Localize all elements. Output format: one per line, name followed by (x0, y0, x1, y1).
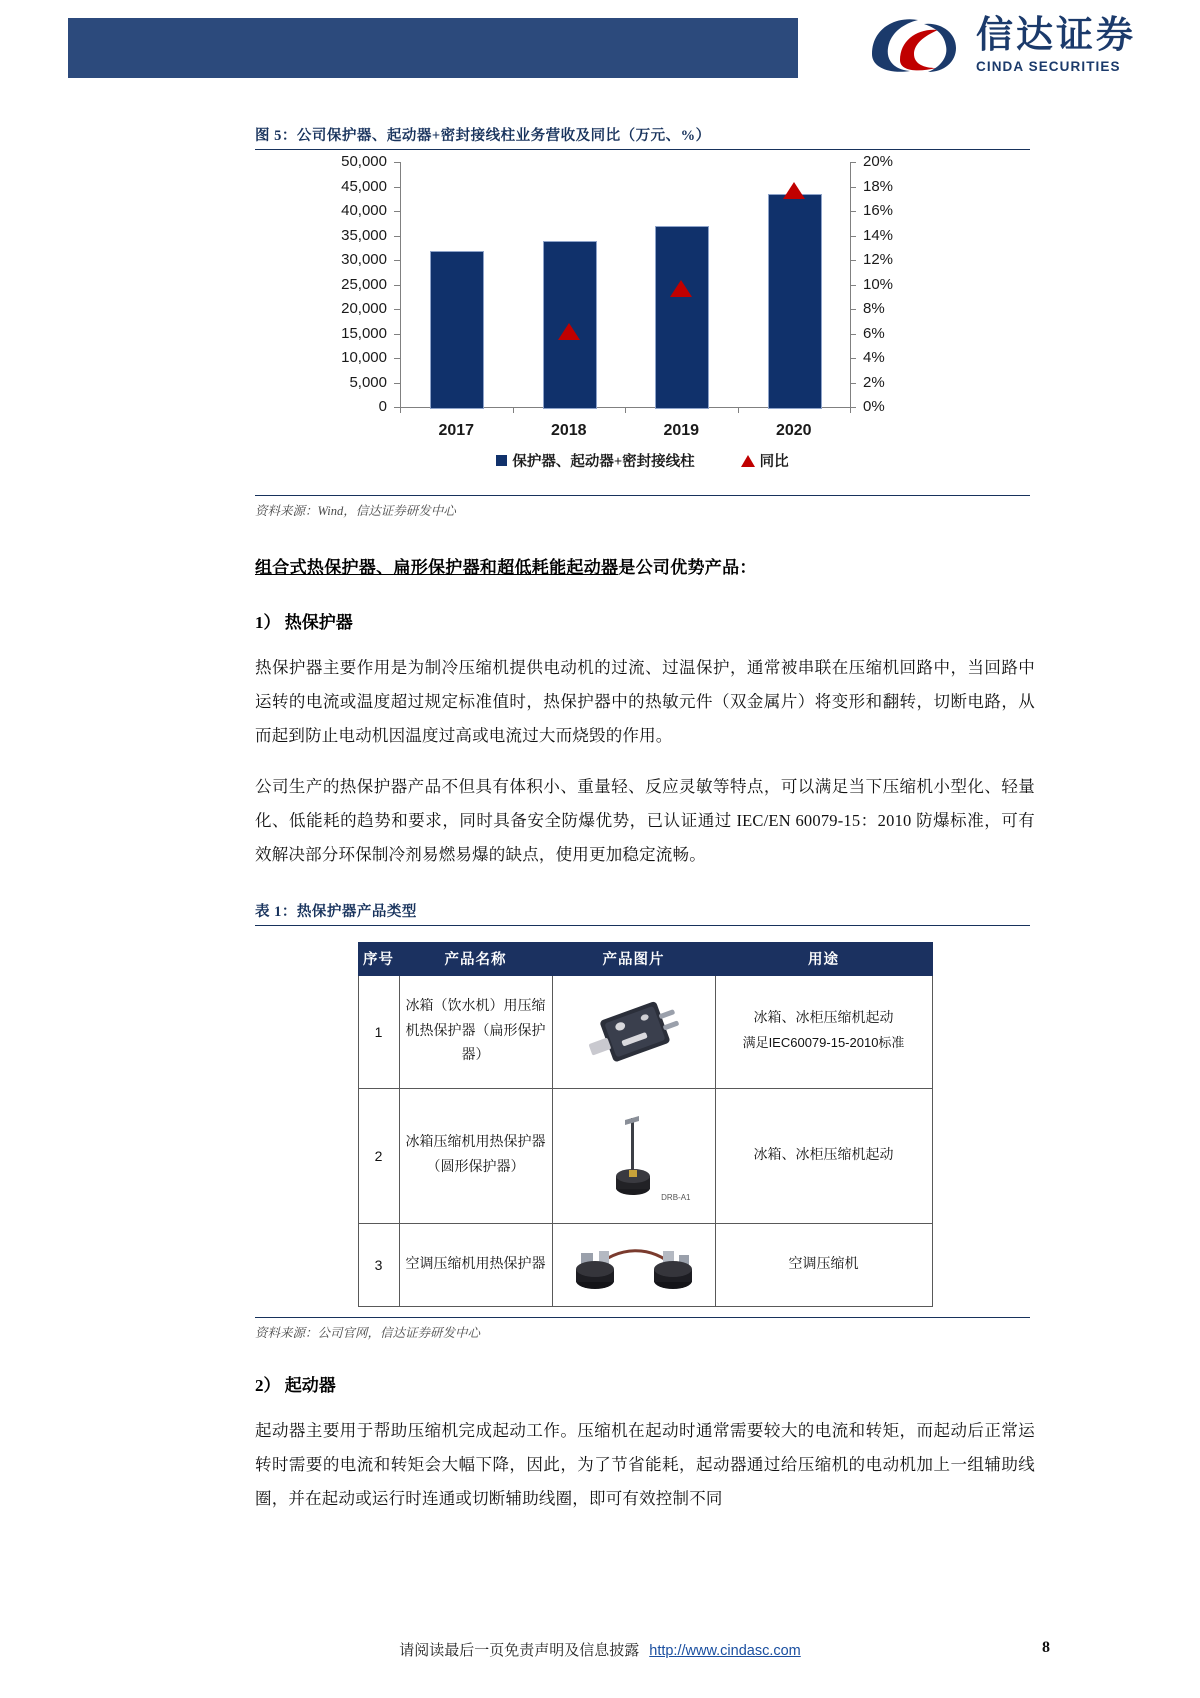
cell-product-name: 冰箱（饮水机）用压缩机热保护器（扁形保护器） (399, 975, 552, 1088)
right-axis-tick-label: 6% (863, 324, 885, 342)
table-row (358, 1223, 932, 1306)
table-1-caption: 表 1：热保护器产品类型 (255, 900, 1030, 926)
cell-usage (715, 1223, 932, 1306)
header-band (68, 18, 798, 78)
left-axis-tick (394, 383, 400, 384)
page-footer (0, 1639, 1200, 1660)
figure-5-source: 资料来源：Wind，信达证券研发中心 (255, 495, 1030, 519)
usage-line-1: 空调压缩机 (788, 1256, 859, 1272)
x-axis-tick (738, 407, 739, 413)
usage-line-1: 冰箱、冰柜压缩机起动 (753, 1011, 894, 1027)
x-axis-category-label: 2020 (775, 422, 812, 439)
right-axis-tick-label: 18% (863, 177, 894, 195)
left-axis-tick (394, 285, 400, 286)
company-logo (866, 14, 1136, 76)
legend-item-revenue (496, 450, 694, 471)
x-axis-tick (513, 407, 514, 413)
chart-legend (255, 450, 1030, 471)
column-header-index: 序号 (358, 942, 399, 975)
left-axis-tick-label: 10,000 (341, 349, 387, 366)
right-axis-tick-label: 0% (863, 398, 885, 415)
triangle-marker-icon (741, 455, 755, 467)
chart-bar (430, 251, 484, 409)
chart-yoy-marker (558, 323, 580, 340)
right-axis-tick (850, 162, 856, 163)
right-axis-tick-label: 8% (863, 300, 885, 317)
product-photo (559, 1232, 709, 1298)
right-axis-tick (850, 285, 856, 286)
chart-yoy-marker (670, 280, 692, 297)
column-header-usage: 用途 (715, 942, 932, 975)
cell-product-name: 空调压缩机用热保护器 (399, 1223, 552, 1306)
cell-index: 2 (358, 1088, 399, 1223)
section-1-paragraph-2: 公司生产的热保护器产品不但具有体积小、重量轻、反应灵敏等特点，可以满足当下压缩机小型化、轻量化、低能耗的趋势和要求，同时具备安全防爆优势，已认证通过 IEC/EN 60079-15：2010 防爆标准，可有效解决部分环保制冷剂易燃易爆的缺点，使用更加稳定流畅。 (255, 777, 1035, 865)
right-axis-tick-label: 16% (863, 202, 894, 219)
chart-bar (655, 226, 709, 409)
right-axis-tick-label: 4% (863, 349, 885, 366)
left-axis-tick-label: 35,000 (341, 226, 387, 244)
legend-item-yoy (741, 450, 789, 471)
chart-left-axis (400, 162, 401, 407)
advantage-heading-tail: 是公司优势产品： (618, 558, 757, 577)
cell-index: 1 (358, 975, 399, 1088)
advantage-heading (255, 553, 1035, 578)
cell-product-image (552, 1223, 715, 1306)
left-axis-tick-label: 20,000 (341, 300, 387, 317)
table-header-row (358, 942, 932, 975)
left-axis-tick-label: 25,000 (341, 275, 387, 293)
chart-bar (768, 194, 822, 409)
x-axis-category-label: 2019 (663, 422, 700, 439)
table-1-wrapper (255, 942, 1035, 1307)
figure-5-caption: 图 5：公司保护器、起动器+密封接线柱业务营收及同比（万元、%） (255, 124, 1030, 150)
legend-label-yoy: 同比 (759, 454, 789, 470)
table-1-block (255, 900, 1035, 1341)
left-axis-tick (394, 162, 400, 163)
section-1-heading: 1） 热保护器 (255, 613, 353, 632)
left-axis-tick-label: 50,000 (341, 153, 387, 170)
square-marker-icon (496, 455, 507, 466)
right-axis-tick-label: 12% (863, 251, 894, 268)
left-axis-tick-label: 45,000 (341, 177, 387, 195)
figure-5-block (255, 124, 1035, 519)
logo-company-name-cn: 信达证券 (976, 14, 1136, 56)
left-axis-tick (394, 260, 400, 261)
right-axis-tick-label: 20% (863, 153, 894, 170)
cinda-logo-icon (866, 14, 962, 76)
product-type-table (358, 942, 933, 1307)
right-axis-tick (850, 236, 856, 237)
left-axis-tick (394, 334, 400, 335)
column-header-name: 产品名称 (399, 942, 552, 975)
footer-disclaimer: 请阅读最后一页免责声明及信息披露 (399, 1643, 640, 1659)
product-photo (559, 1097, 709, 1215)
x-axis-category-label: 2018 (550, 422, 587, 439)
left-axis-tick-label: 40,000 (341, 202, 387, 219)
right-axis-tick (850, 358, 856, 359)
usage-line-2: 满足IEC60079-15-2010标准 (742, 1034, 905, 1050)
right-axis-tick-label: 2% (863, 373, 885, 391)
right-axis-tick-label: 10% (863, 275, 894, 293)
product-photo-label: DRB-A1 (661, 1192, 691, 1202)
left-axis-tick (394, 309, 400, 310)
right-axis-tick-label: 14% (863, 226, 894, 244)
table-body (358, 975, 932, 1306)
cell-usage (715, 975, 932, 1088)
right-axis-tick (850, 211, 856, 212)
chart-yoy-marker (783, 182, 805, 199)
left-axis-tick (394, 236, 400, 237)
usage-line-1: 冰箱、冰柜压缩机起动 (753, 1147, 894, 1163)
page-number: 8 (1042, 1639, 1050, 1656)
left-axis-tick-label: 0 (378, 398, 387, 415)
section-2-heading: 2） 起动器 (255, 1375, 336, 1395)
product-photo (559, 984, 709, 1080)
right-axis-tick (850, 187, 856, 188)
left-axis-tick-label: 30,000 (341, 251, 387, 268)
left-axis-tick (394, 211, 400, 212)
cell-product-image (552, 975, 715, 1088)
cell-usage (715, 1088, 932, 1223)
page-content (255, 110, 1035, 1515)
legend-label-revenue: 保护器、起动器+密封接线柱 (512, 454, 695, 470)
left-axis-tick-label: 15,000 (341, 324, 387, 342)
table-row (358, 975, 932, 1088)
cell-product-name: 冰箱压缩机用热保护器（圆形保护器） (399, 1088, 552, 1223)
x-axis-tick (400, 407, 401, 413)
x-axis-tick (850, 407, 851, 413)
advantage-heading-underlined: 组合式热保护器、扁形保护器和超低耗能起动器 (255, 558, 619, 577)
table-row (358, 1088, 932, 1223)
left-axis-tick (394, 187, 400, 188)
column-header-picture: 产品图片 (552, 942, 715, 975)
left-axis-tick-label: 5,000 (349, 373, 387, 391)
footer-website-link[interactable]: http://www.cindasc.com (649, 1643, 801, 1659)
cell-index: 3 (358, 1223, 399, 1306)
section-2-paragraph-1: 起动器主要用于帮助压缩机完成起动工作。压缩机在起动时通常需要较大的电流和转矩，而起动后正常运转时需要的电流和转矩会大幅下降，因此，为了节省能耗，起动器通过给压缩机的电动机加上一组辅助线圈，并在起动或运行时连通或切断辅助线圈，即可有效控制不同 (255, 1420, 1035, 1508)
logo-company-name-en: CINDA SECURITIES (976, 59, 1121, 75)
figure-5-chart (255, 150, 1030, 495)
left-axis-tick (394, 358, 400, 359)
table-1-source: 资料来源：公司官网，信达证券研发中心 (255, 1317, 1030, 1341)
right-axis-tick (850, 309, 856, 310)
right-axis-tick (850, 260, 856, 261)
section-1-paragraph-1: 热保护器主要作用是为制冷压缩机提供电动机的过流、过温保护，通常被串联在压缩机回路中，当回路中运转的电流或温度超过规定标准值时，热保护器中的热敏元件（双金属片）将变形和翻转，切断电路，从而起到防止电动机因温度过高或电流过大而烧毁的作用。 (255, 658, 1035, 745)
cell-product-image (552, 1088, 715, 1223)
right-axis-tick (850, 383, 856, 384)
page-header (0, 0, 1200, 100)
right-axis-tick (850, 334, 856, 335)
x-axis-category-label: 2017 (438, 422, 475, 439)
x-axis-tick (625, 407, 626, 413)
